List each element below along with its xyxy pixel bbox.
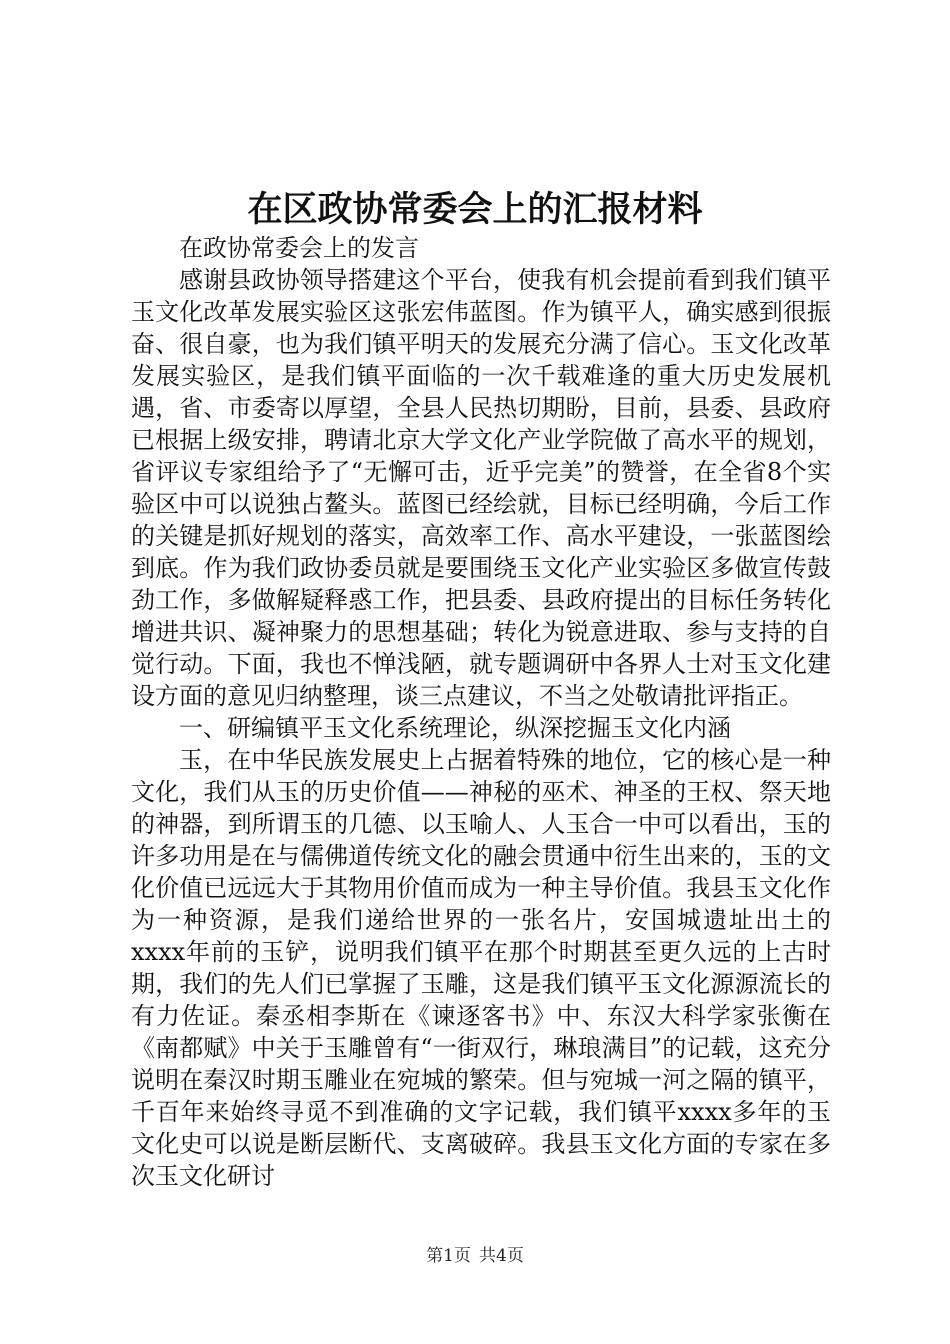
document-title: 在区政协常委会上的汇报材料 [247,189,703,230]
paragraph-intro: 感谢县政协领导搭建这个平台，使我有机会提前看到我们镇平玉文化改革发展实验区这张宏伟蓝图。作为镇平人，确实感到很振奋、很自豪，也为我们镇平明天的发展充分满了信心。玉文化改革发展实验区，是我们镇平面临的一次千载难逢的重大历史发展机遇，省、市委寄以厚望，全县人民热切期盼，目前，县委、县政府已根据上级安排，聘请北京大学文化产业学院做了高水平的规划，省评议专家组给予了“无懈可击，近乎完美”的赞誉，在全省8个实验区中可以说独占鳌头。蓝图已经绘就，目标已经明确，今后工作的关键是抓好规划的落实，高效率工作、高水平建设，一张蓝图绘到底。作为我们政协委员就是要围绕玉文化产业实验区多做宣传鼓劲工作，多做解疑释惑工作，把县委、县政府提出的目标任务转化增进共识、凝神聚力的思想基础；转化为锐意进取、参与支持的自觉行动。下面，我也不惮浅陋，就专题调研中各界人士对玉文化建设方面的意见归纳整理，谈三点建议，不当之处敬请批评指正。 [131,266,831,710]
section-heading-1: 一、研编镇平玉文化系统理论，纵深挖掘玉文化内涵 [179,714,731,742]
page-number: 第1页 [426,1246,471,1266]
paragraph-subtitle: 在政协常委会上的发言 [179,234,419,262]
paragraph-section-1: 玉，在中华民族发展史上占据着特殊的地位，它的核心是一种文化，我们从玉的历史价值——神秘的巫术、神圣的王权、祭天地的神器，到所谓玉的几德、以玉喻人、人玉合一中可以看出，玉的许多功用是在与儒佛道传统文化的融会贯通中衍生出来的，玉的文化价值已远远大于其物用价值而成为一种主导价值。我县玉文化作为一种资源，是我们递给世界的一张名片，安国城遗址出土的xxxx年前的玉铲，说明我们镇平在那个时期甚至更久远的上古时期，我们的先人们已掌握了玉雕，这是我们镇平玉文化源源流长的有力佐证。秦丞相李斯在《谏逐客书》中、东汉大科学家张衡在《南都赋》中关于玉雕曾有“一街双行，琳琅满目”的记载，这充分说明在秦汉时期玉雕业在宛城的繁荣。但与宛城一河之隔的镇平，千百年来始终寻觅不到准确的文字记载，我们镇平xxxx多年的玉文化史可以说是断层断代、支离破碎。我县玉文化方面的专家在多次玉文化研讨 [131,746,831,1190]
page-footer [0,1244,950,1268]
document-body [131,232,831,1192]
page-total: 共4页 [479,1246,524,1266]
